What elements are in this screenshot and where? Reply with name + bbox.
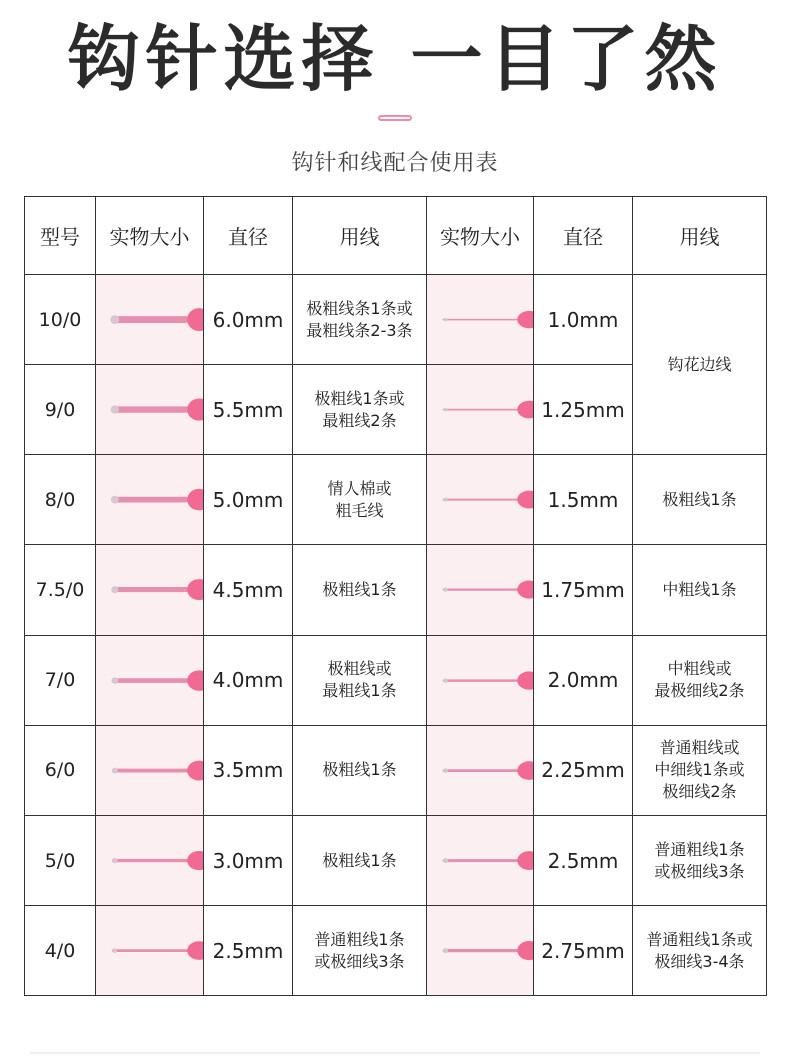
cell-yarn-left-text: 极粗线条1条或 最粗线条2-3条 (306, 298, 413, 340)
table-row (25, 906, 767, 996)
cell-yarn-left-text: 极粗线1条 (322, 850, 397, 870)
cell-size-text: 5/0 (44, 849, 76, 872)
cell-size (25, 365, 96, 455)
table-row (25, 815, 767, 905)
cell-size-text: 6/0 (44, 759, 76, 782)
cell-yarn-left-text: 普通粗线1条 或极细线3条 (314, 929, 405, 971)
cell-yarn-left (293, 365, 427, 455)
hook-head (111, 586, 118, 593)
hook-handle (187, 489, 203, 511)
crochet-hook-table (24, 196, 767, 996)
cell-diameter-right (534, 725, 633, 815)
cell-yarn-right-merged-text: 钩花边线 (667, 354, 732, 374)
crochet-hook-icon (427, 275, 533, 364)
hook-handle (187, 580, 203, 601)
crochet-hook-icon (96, 816, 203, 905)
cell-size-text: 7/0 (44, 669, 76, 692)
hook-handle (517, 671, 533, 689)
cell-photo-right (427, 635, 534, 725)
cell-yarn-left (293, 906, 427, 996)
cell-yarn-left (293, 275, 427, 365)
cell-diameter-right (534, 545, 633, 635)
hook-head (112, 948, 117, 953)
hook-head (110, 315, 119, 324)
hook-head (443, 858, 448, 863)
cell-diameter-right (534, 455, 633, 545)
hook-shaft (112, 587, 189, 592)
crochet-hook-icon (96, 906, 203, 995)
cell-diameter-left (204, 545, 293, 635)
cell-yarn-left-text: 极粗线1条 (322, 760, 397, 780)
cell-yarn-right-text: 普通粗线或 中细线1条或 极细线2条 (654, 738, 745, 802)
hook-handle (517, 311, 533, 328)
cell-diameter-right-text: 1.0mm (547, 307, 619, 332)
cell-diameter-right-text: 2.75mm (541, 938, 625, 963)
cell-yarn-right (633, 455, 767, 545)
cell-size (25, 545, 96, 635)
crochet-hook-icon (427, 545, 533, 634)
cell-photo-left (96, 906, 204, 996)
cell-diameter-left-text: 5.5mm (212, 397, 284, 422)
hook-handle (187, 308, 203, 331)
title-divider (378, 115, 412, 121)
cell-size-text: 10/0 (38, 308, 82, 331)
hook-handle (517, 401, 533, 419)
cell-diameter-right-text: 1.5mm (547, 487, 619, 512)
cell-diameter-right (534, 275, 633, 365)
cell-size-text: 8/0 (44, 488, 76, 511)
cell-diameter-left (204, 455, 293, 545)
cell-yarn-right (633, 815, 767, 905)
cell-diameter-right-text: 2.5mm (547, 848, 619, 873)
crochet-hook-icon (427, 726, 533, 815)
cell-size (25, 275, 96, 365)
hook-head (443, 768, 448, 773)
col-header-photo-right: 实物大小 (427, 197, 534, 275)
hook-shaft (112, 949, 189, 952)
cell-yarn-right (633, 725, 767, 815)
cell-photo-right (427, 815, 534, 905)
hook-head (111, 496, 119, 504)
hook-handle (517, 941, 533, 960)
cell-yarn-left (293, 815, 427, 905)
cell-yarn-right-text: 普通粗线1条 或极细线3条 (654, 839, 745, 881)
hook-handle (187, 760, 203, 780)
cell-diameter-left (204, 365, 293, 455)
cell-diameter-left-text: 6.0mm (212, 307, 284, 332)
hook-shaft (443, 499, 520, 501)
hook-shaft (112, 316, 189, 323)
cell-yarn-left-text: 极粗线或 最粗线1条 (322, 659, 397, 701)
cell-size (25, 455, 96, 545)
cell-diameter-right (534, 365, 633, 455)
cell-diameter-left-text: 4.5mm (212, 578, 284, 603)
cell-diameter-right-text: 1.25mm (541, 397, 625, 422)
cell-photo-left (96, 275, 204, 365)
table-row (25, 545, 767, 635)
cell-photo-right (427, 275, 534, 365)
cell-yarn-right (633, 545, 767, 635)
hook-head (444, 318, 447, 321)
crochet-hook-icon (96, 726, 203, 815)
cell-diameter-right (534, 635, 633, 725)
page-title: 钩针选择 一目了然 (67, 16, 723, 101)
cell-size-text: 9/0 (44, 398, 76, 421)
hook-head (444, 588, 448, 592)
table-row (25, 455, 767, 545)
cell-yarn-right-text: 普通粗线1条或 极细线3-4条 (646, 929, 753, 971)
page-subtitle: 钩针和线配合使用表 (291, 151, 499, 176)
cell-yarn-left-text: 极粗线1条 (322, 580, 397, 600)
hook-shaft (443, 949, 520, 952)
cell-photo-left (96, 635, 204, 725)
hook-shaft (443, 769, 520, 772)
table-row (25, 275, 767, 365)
cell-diameter-right (534, 815, 633, 905)
cell-yarn-right-text: 中粗线1条 (662, 580, 737, 600)
cell-diameter-left (204, 725, 293, 815)
cell-diameter-left (204, 906, 293, 996)
hook-handle (187, 399, 203, 421)
hook-shaft (112, 497, 189, 503)
cell-diameter-right-text: 2.0mm (547, 668, 619, 693)
table-row (25, 635, 767, 725)
hook-shaft (112, 678, 189, 683)
cell-photo-right (427, 455, 534, 545)
col-header-yarn-right: 用线 (633, 197, 767, 275)
hook-shaft (443, 679, 520, 681)
cell-size (25, 815, 96, 905)
hook-handle (517, 761, 533, 780)
hook-head (443, 948, 448, 953)
hook-shaft (443, 859, 520, 862)
col-header-size: 型号 (25, 197, 96, 275)
cell-photo-right (427, 545, 534, 635)
crochet-hook-icon (96, 275, 203, 364)
cell-diameter-left-text: 3.5mm (212, 758, 284, 783)
hook-handle (517, 851, 533, 870)
hook-handle (187, 941, 203, 960)
cell-photo-left (96, 545, 204, 635)
hook-shaft (112, 407, 189, 413)
cell-size-text: 4/0 (44, 939, 76, 962)
cell-diameter-left-text: 3.0mm (212, 848, 284, 873)
cell-yarn-right-merged (633, 275, 767, 455)
table-row (25, 725, 767, 815)
cell-yarn-right (633, 906, 767, 996)
hook-shaft (112, 768, 189, 772)
cell-yarn-left (293, 725, 427, 815)
cell-photo-right (427, 365, 534, 455)
crochet-hook-icon (427, 636, 533, 725)
cell-photo-left (96, 815, 204, 905)
cell-yarn-left (293, 455, 427, 545)
crochet-hook-icon (96, 455, 203, 544)
hook-shaft (443, 409, 520, 411)
cell-yarn-left-text: 情人棉或 粗毛线 (327, 478, 392, 520)
cell-yarn-left (293, 545, 427, 635)
hook-head (443, 678, 447, 682)
cell-diameter-right-text: 1.75mm (541, 578, 625, 603)
cell-yarn-right-text: 中粗线或 最极细线2条 (654, 659, 745, 701)
hook-head (444, 498, 448, 502)
hook-shaft (443, 589, 520, 591)
cell-yarn-right (633, 635, 767, 725)
hook-handle (517, 491, 533, 509)
col-header-diameter-right: 直径 (534, 197, 633, 275)
cell-photo-left (96, 365, 204, 455)
crochet-hook-icon (427, 455, 533, 544)
col-header-yarn-left: 用线 (293, 197, 427, 275)
col-header-diameter-left: 直径 (204, 197, 293, 275)
hook-handle (187, 670, 203, 690)
cell-diameter-right-text: 2.25mm (541, 758, 625, 783)
cell-photo-left (96, 455, 204, 545)
cell-yarn-left-text: 极粗线1条或 最粗线2条 (314, 388, 405, 430)
crochet-hook-icon (427, 365, 533, 454)
hook-handle (187, 851, 203, 870)
hook-head (111, 406, 119, 414)
crochet-hook-icon (96, 636, 203, 725)
cell-diameter-right (534, 906, 633, 996)
crochet-hook-icon (427, 906, 533, 995)
hook-head (112, 767, 118, 773)
cell-photo-left (96, 725, 204, 815)
cell-yarn-left (293, 635, 427, 725)
hook-head (112, 677, 119, 684)
bottom-divider (30, 1052, 760, 1054)
cell-photo-right (427, 906, 534, 996)
hook-handle (517, 581, 533, 599)
cell-size (25, 725, 96, 815)
cell-diameter-left (204, 275, 293, 365)
hook-shaft (112, 859, 189, 862)
cell-photo-right (427, 725, 534, 815)
cell-size (25, 635, 96, 725)
cell-size (25, 906, 96, 996)
hook-head (444, 408, 448, 412)
cell-diameter-left-text: 2.5mm (212, 938, 284, 963)
cell-yarn-right-text: 极粗线1条 (662, 489, 737, 509)
crochet-hook-icon (96, 365, 203, 454)
hook-head (112, 858, 117, 863)
cell-diameter-left (204, 635, 293, 725)
cell-size-text: 7.5/0 (35, 579, 85, 602)
table-header-row (25, 197, 767, 275)
col-header-photo-left: 实物大小 (96, 197, 204, 275)
cell-diameter-left-text: 4.0mm (212, 668, 284, 693)
crochet-hook-icon (427, 816, 533, 905)
hook-shaft (443, 319, 520, 320)
cell-diameter-left (204, 815, 293, 905)
cell-diameter-left-text: 5.0mm (212, 487, 284, 512)
crochet-hook-icon (96, 545, 203, 634)
